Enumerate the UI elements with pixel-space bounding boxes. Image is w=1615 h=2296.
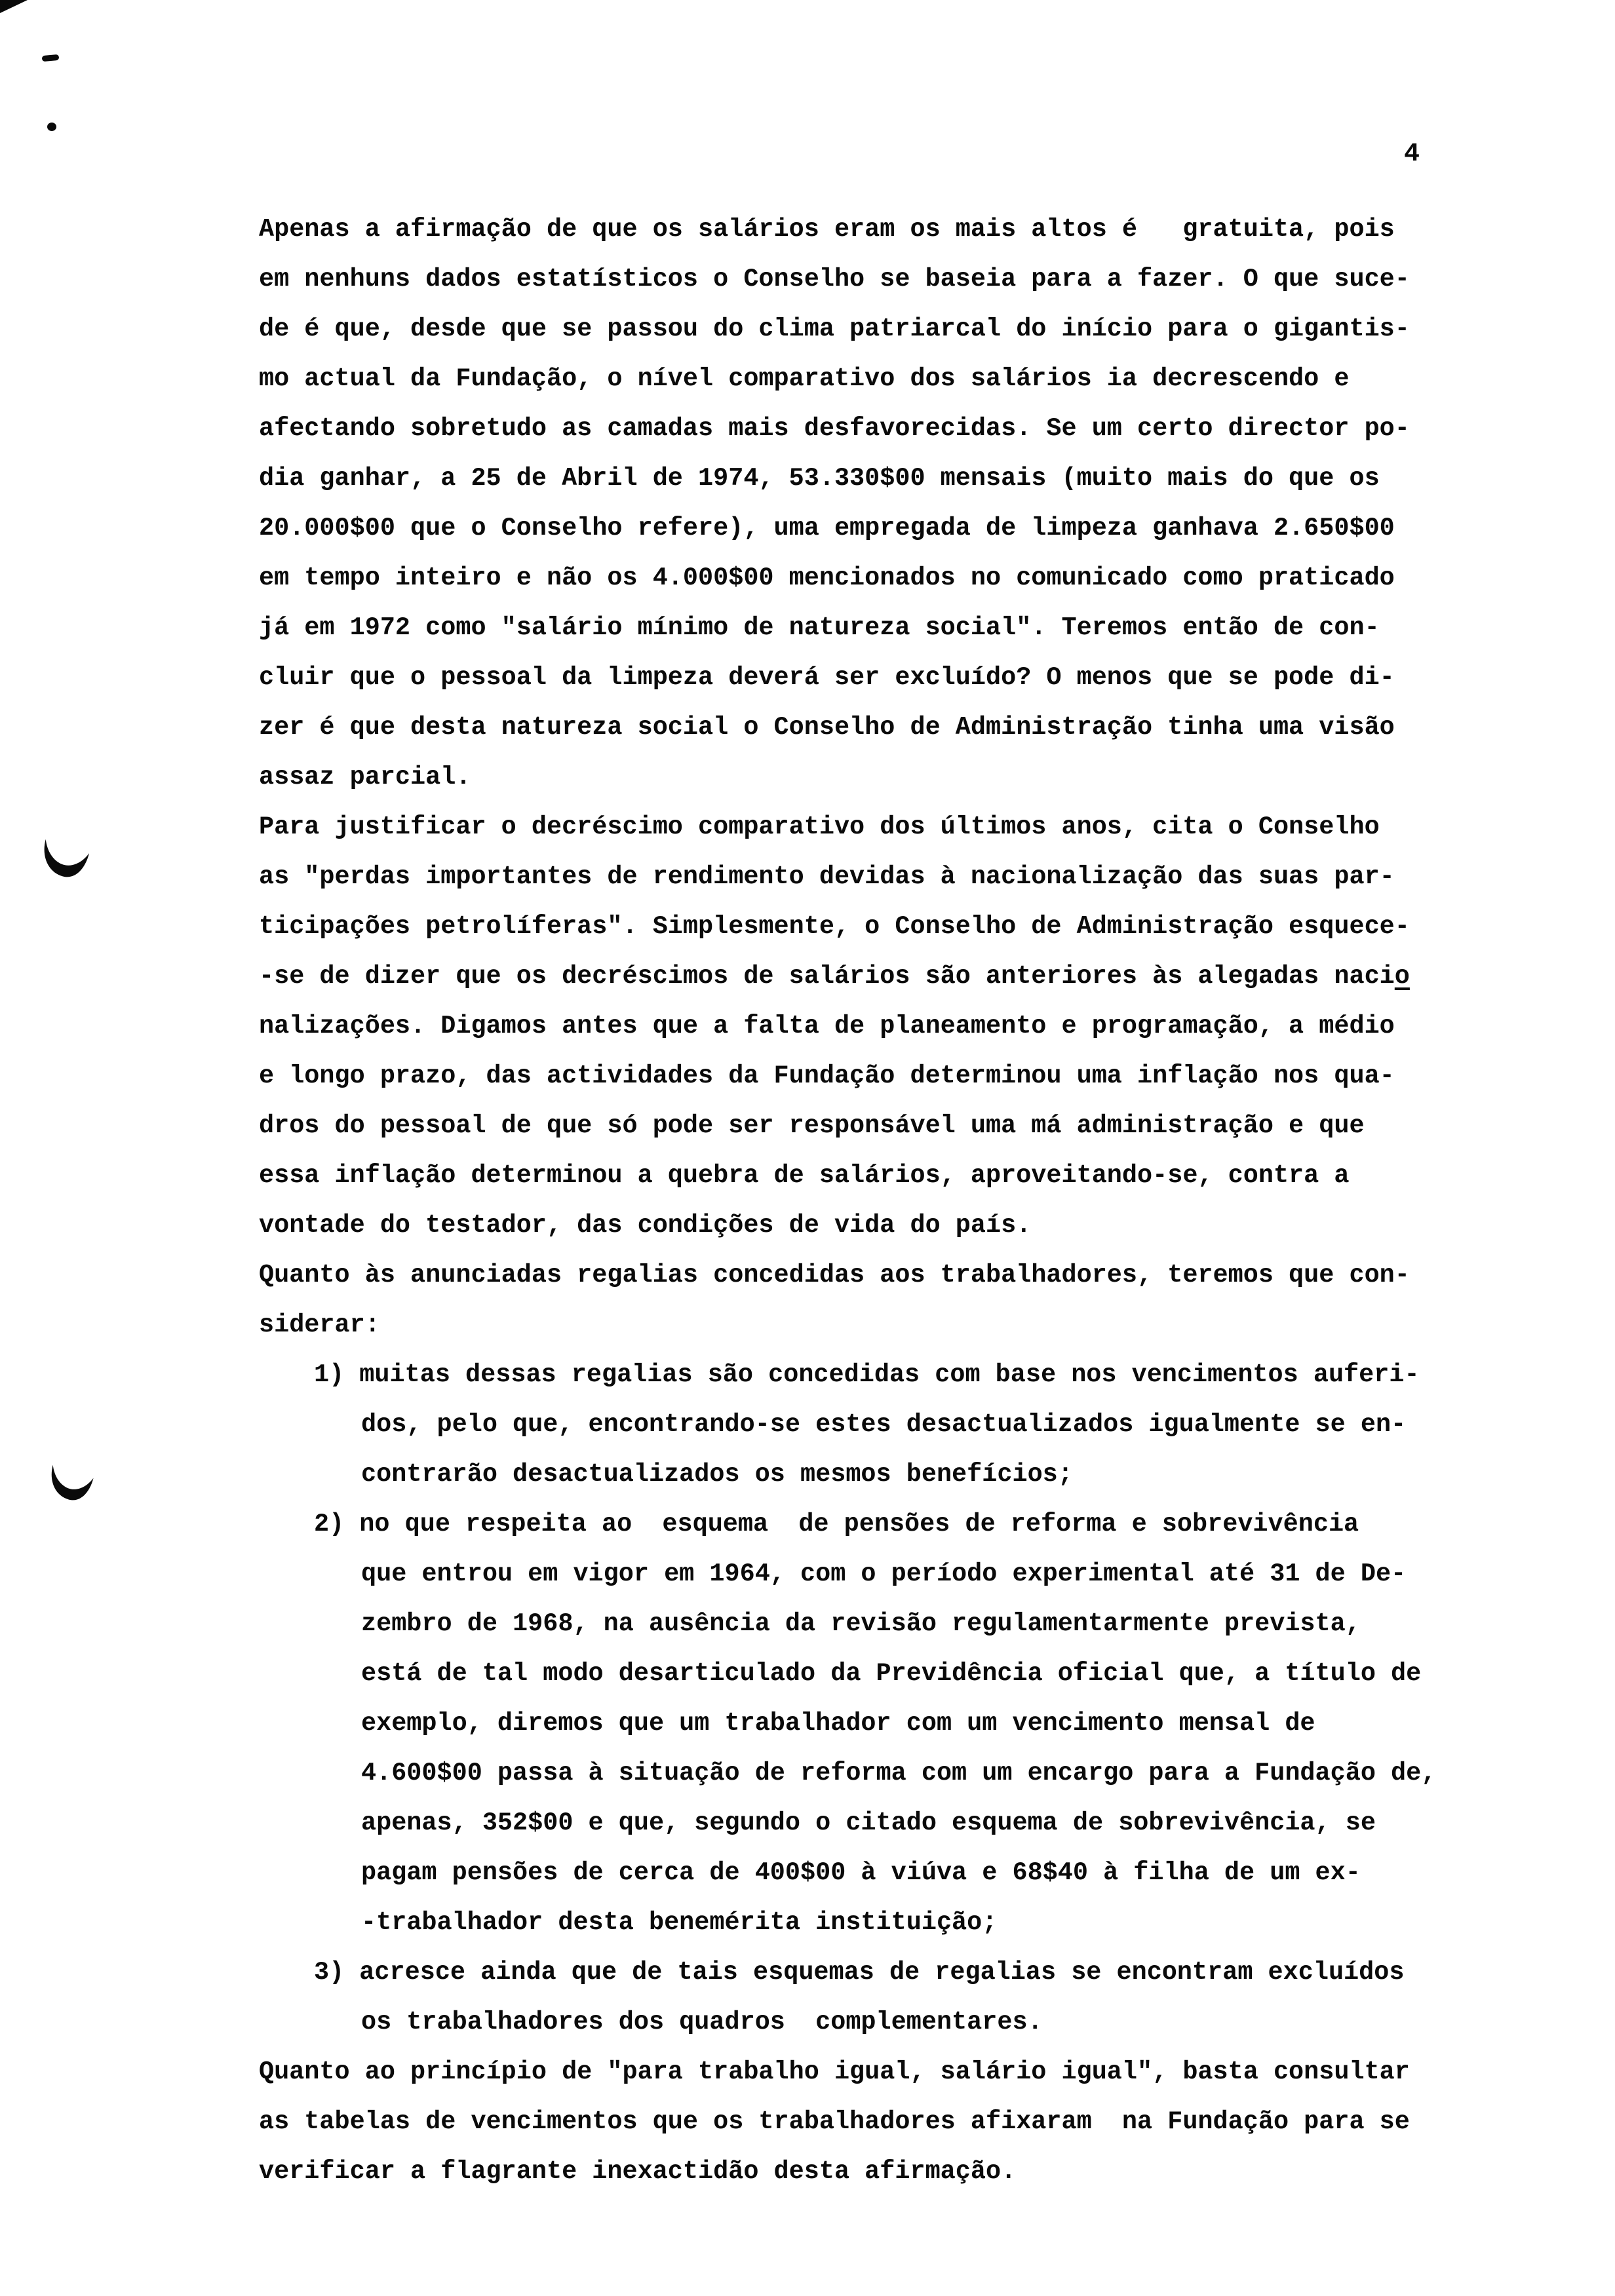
page-number: 4 [1404, 140, 1420, 169]
text-line: Quanto ao princípio de "para trabalho igual, salário igual", basta consultar [259, 2057, 1410, 2086]
pen-dot-mark [47, 123, 56, 131]
underlined-character: o [1394, 962, 1410, 991]
text-line: já em 1972 como "salário mínimo de natureza social". Teremos então de con- [259, 613, 1380, 642]
list-item-3-line: 3) acresce ainda que de tais esquemas de regalias se encontram excluídos [314, 1958, 1405, 1987]
text-line: cluir que o pessoal da limpeza deverá ser excluído? O menos que se pode di- [259, 663, 1395, 692]
scan-artifact-corner-mark [0, 0, 28, 13]
text-line-segment: -se de dizer que os decréscimos de salários são anteriores às alegadas naci [259, 962, 1395, 991]
text-line: siderar: [259, 1311, 380, 1339]
text-line: dros do pessoal de que só pode ser responsável uma má administração e que [259, 1111, 1365, 1140]
pen-crescent-mark-1 [39, 836, 90, 879]
text-line: as "perdas importantes de rendimento devidas à nacionalização das suas par- [259, 862, 1395, 891]
text-line: verificar a flagrante inexactidão desta afirmação. [259, 2157, 1017, 2186]
document-body [259, 204, 1524, 2196]
text-line: em nenhuns dados estatísticos o Conselho se baseia para a fazer. O que suce- [259, 265, 1410, 294]
list-item-2-line: exemplo, diremos que um trabalhador com um vencimento mensal de [361, 1709, 1315, 1738]
text-line: afectando sobretudo as camadas mais desfavorecidas. Se um certo director po- [259, 414, 1410, 443]
list-item-2-line: apenas, 352$00 e que, segundo o citado esquema de sobrevivência, se [361, 1808, 1376, 1837]
text-line: em tempo inteiro e não os 4.000$00 mencionados no comunicado como praticado [259, 564, 1395, 592]
list-item-1-line: 1) muitas dessas regalias são concedidas com base nos vencimentos auferi- [314, 1360, 1420, 1389]
text-line: Quanto às anunciadas regalias concedidas aos trabalhadores, teremos que con- [259, 1261, 1410, 1290]
pen-dash-mark [42, 54, 60, 62]
list-item-2-line: que entrou em vigor em 1964, com o período experimental até 31 de De- [361, 1559, 1407, 1588]
text-line: Apenas a afirmação de que os salários eram os mais altos é gratuita, pois [259, 215, 1395, 244]
text-line: Para justificar o decréscimo comparativo dos últimos anos, cita o Conselho [259, 813, 1380, 841]
text-line: assaz parcial. [259, 763, 471, 792]
list-item-2-line: 2) no que respeita ao esquema de pensões de reforma e sobrevivência [314, 1510, 1359, 1539]
list-item-2-line: zembro de 1968, na ausência da revisão regulamentarmente prevista, [361, 1609, 1361, 1638]
list-item-2-line: -trabalhador desta benemérita instituição; [361, 1908, 998, 1937]
text-line: e longo prazo, das actividades da Fundação determinou uma inflação nos qua- [259, 1062, 1395, 1090]
pen-crescent-mark-2 [47, 1463, 95, 1502]
text-line: nalizações. Digamos antes que a falta de planeamento e programação, a médio [259, 1012, 1395, 1041]
list-item-3-line: os trabalhadores dos quadros complementares. [361, 2008, 1043, 2037]
text-line-with-underline [259, 951, 1524, 1001]
text-line: 20.000$00 que o Conselho refere), uma empregada de limpeza ganhava 2.650$00 [259, 514, 1395, 543]
text-line: zer é que desta natureza social o Conselho de Administração tinha uma visão [259, 713, 1395, 742]
list-item-2-line: está de tal modo desarticulado da Previdência oficial que, a título de [361, 1659, 1422, 1688]
text-line: as tabelas de vencimentos que os trabalhadores afixaram na Fundação para se [259, 2107, 1410, 2136]
list-item-2-line: 4.600$00 passa à situação de reforma com um encargo para a Fundação de, [361, 1759, 1437, 1788]
list-item-1-line: dos, pelo que, encontrando-se estes desactualizados igualmente se en- [361, 1410, 1407, 1439]
text-line: vontade do testador, das condições de vida do país. [259, 1211, 1032, 1240]
text-line: mo actual da Fundação, o nível comparativo dos salários ia decrescendo e [259, 364, 1350, 393]
text-line: essa inflação determinou a quebra de salários, aproveitando-se, contra a [259, 1161, 1350, 1190]
text-line: de é que, desde que se passou do clima patriarcal do início para o gigantis- [259, 315, 1410, 343]
list-item-2-line: pagam pensões de cerca de 400$00 à viúva e 68$40 à filha de um ex- [361, 1858, 1361, 1887]
list-item-1-line: contrarão desactualizados os mesmos benefícios; [361, 1460, 1073, 1489]
text-line: ticipações petrolíferas". Simplesmente, o Conselho de Administração esquece- [259, 912, 1410, 941]
text-line: dia ganhar, a 25 de Abril de 1974, 53.330$00 mensais (muito mais do que os [259, 464, 1380, 493]
